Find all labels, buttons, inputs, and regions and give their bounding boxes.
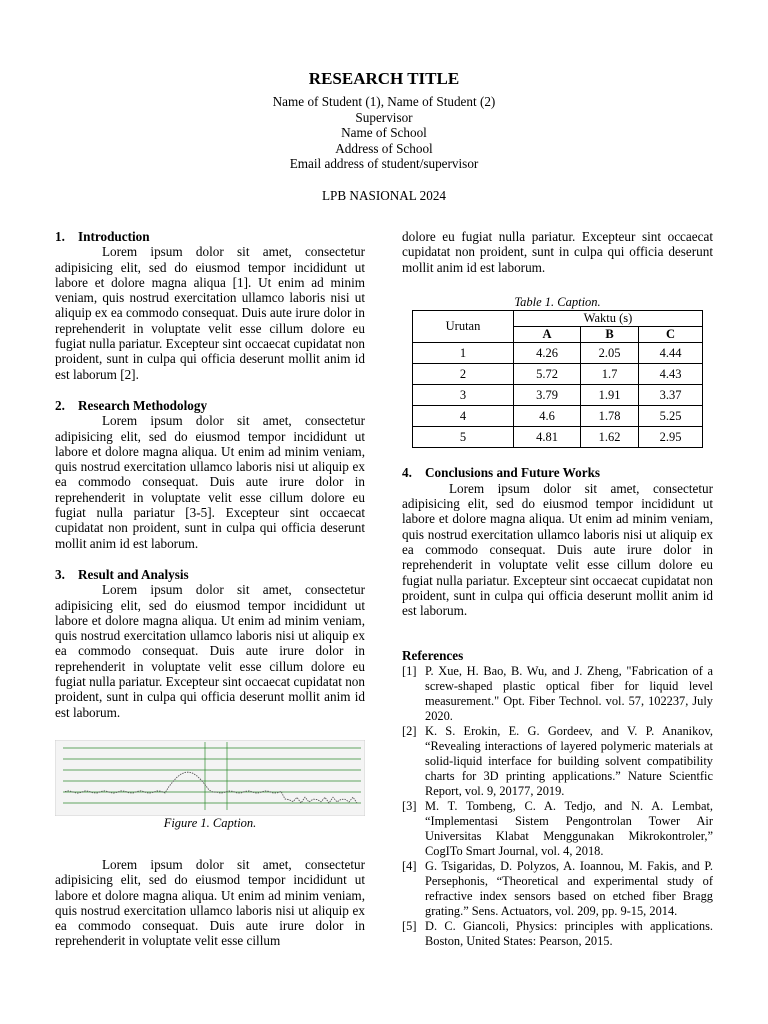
table-cell: 1 [413, 343, 514, 364]
table-cell: 1.91 [581, 385, 639, 406]
section-title: Research Methodology [78, 397, 208, 413]
table-cell: 1.78 [581, 406, 639, 427]
table-cell: 4.81 [514, 427, 581, 448]
section-heading-introduction [55, 229, 365, 244]
reference-text: G. Tsigaridas, D. Polyzos, A. Ioannou, M. Fakis, and P. Persephonis, “Theoretical and experimental study of refractive index sensors based on etched fiber Bragg grating.” Sens. Actuators, vol. 209, pp. 9-15, 2014. [425, 858, 713, 918]
figure-plot-image [55, 740, 365, 816]
conclusions-paragraph: Lorem ipsum dolor sit amet, consectetur adipisicing elit, sed do eiusmod tempor incididunt ut labore et dolore magna aliqua. Ut enim ad minim veniam, quis nostrud exercitation ullamco laboris nisi ut aliquip ex ea commodo consequat. Duis aute irure dolor in reprehenderit in voluptate velit esse cillum dolore eu fugiat nulla pariatur. Excepteur sint occaecat cupidatat non proident, sunt in culpa qui officia deserunt mollit anim id est laborum. [402, 480, 713, 619]
table-subheader-c: C [639, 327, 703, 343]
references-list [402, 664, 713, 949]
section-heading-conclusions [402, 465, 713, 480]
reference-item [402, 859, 713, 919]
paper-header [0, 68, 768, 204]
table-caption: Table 1. Caption. [514, 294, 601, 309]
school-name: Name of School [341, 125, 427, 140]
section-number: 3. [55, 566, 65, 582]
table-subheader-b: B [581, 327, 639, 343]
right-column [402, 229, 713, 949]
table-cell: 4 [413, 406, 514, 427]
table-cell: 3.37 [639, 385, 703, 406]
section-title: Conclusions and Future Works [425, 465, 601, 481]
section-heading-results [55, 567, 365, 582]
table-row [413, 406, 703, 427]
methodology-paragraph: Lorem ipsum dolor sit amet, consectetur adipisicing elit, sed do eiusmod tempor incididunt ut labore et dolore magna aliqua. Ut enim ad minim veniam, quis nostrud exercitation ullamco laboris nisi ut aliquip ex ea commodo consequat. Duis aute irure dolor in reprehenderit in voluptate velit esse cillum dolore eu fugiat nulla pariatur [3-5]. Excepteur sint occaecat cupidatat non proident, sunt in culpa qui officia deserunt mollit anim id est laborum. [55, 413, 365, 551]
table-cell: 3.79 [514, 385, 581, 406]
reference-number: [3] [402, 798, 417, 813]
reference-number: [2] [402, 723, 417, 738]
reference-number: [1] [402, 663, 417, 678]
table-cell: 5 [413, 427, 514, 448]
reference-text: P. Xue, H. Bao, B. Wu, and J. Zheng, "Fabrication of a screw-shaped plastic optical fiber for liquid level measurement." Opt. Fiber Technol. vol. 57, 102237, July 2020. [425, 663, 713, 723]
table-cell: 4.44 [639, 343, 703, 364]
paper-title: RESEARCH TITLE [308, 69, 460, 88]
table-cell: 2.05 [581, 343, 639, 364]
continued-paragraph: dolore eu fugiat nulla pariatur. Excepteur sint occaecat cupidatat non proident, sunt in culpa qui officia deserunt mollit anim id est laborum. [402, 229, 713, 275]
supervisor: Supervisor [355, 109, 413, 125]
table-cell: 2.95 [639, 427, 703, 448]
event-name: LPB NASIONAL 2024 [321, 187, 447, 203]
table-header-waktu: Waktu (s) [514, 310, 703, 326]
table-row [413, 364, 703, 385]
author-names: Name of Student (1), Name of Student (2) [272, 94, 496, 109]
school-address: Address of School [335, 140, 433, 156]
email-address: Email address of student/supervisor [289, 156, 479, 171]
table-cell: 4.6 [514, 406, 581, 427]
reference-text: K. S. Erokin, E. G. Gordeev, and V. P. Ananikov, “Revealing interactions of layered polymeric materials at solid-liquid interface for building solvent compatibility charts for 3D printing applications.” Nature Scientfic Report, vol. 9, 20177, 2019. [425, 723, 713, 798]
table-row [413, 343, 703, 364]
section-title: Result and Analysis [78, 566, 189, 582]
reference-item [402, 664, 713, 724]
table-cell: 4.26 [514, 343, 581, 364]
table-subheader-a: A [514, 327, 581, 343]
table-cell: 5.72 [514, 364, 581, 385]
reference-text: D. C. Giancoli, Physics: principles with applications. Boston, United States: Pearson, 2015. [425, 918, 713, 948]
figure-1 [55, 740, 365, 831]
table-cell: 4.43 [639, 364, 703, 385]
table-row [413, 385, 703, 406]
table-cell: 5.25 [639, 406, 703, 427]
introduction-paragraph: Lorem ipsum dolor sit amet, consectetur adipisicing elit, sed do eiusmod tempor incididunt ut labore et dolore magna aliqua [1]. Ut enim ad minim veniam, quis nostrud exercitation ullamco laboris nisi ut aliquip ex ea commodo consequat. Duis aute irure dolor in reprehenderit in voluptate velit esse cillum dolore eu fugiat nulla pariatur. Excepteur sint occaecat cupidatat non proident, sunt in culpa qui officia deserunt mollit anim id est laborum [2]. [55, 244, 365, 382]
references-heading: References [402, 648, 464, 664]
table-cell: 3 [413, 385, 514, 406]
figure-caption: Figure 1. Caption. [163, 815, 257, 830]
data-table [412, 310, 703, 449]
section-number: 2. [55, 397, 65, 413]
left-column [55, 229, 365, 949]
table-cell: 2 [413, 364, 514, 385]
table-row [413, 427, 703, 448]
reference-item [402, 724, 713, 799]
section-number: 1. [55, 229, 65, 244]
reference-item [402, 799, 713, 859]
reference-item [402, 919, 713, 949]
table-cell: 1.7 [581, 364, 639, 385]
section-number: 4. [402, 465, 412, 481]
table-header-urutan: Urutan [413, 310, 514, 343]
section-title: Introduction [78, 229, 150, 244]
reference-text: M. T. Tombeng, C. A. Tedjo, and N. A. Lembat, “Implementasi Sistem Pengontrolan Tower Air Universitas Klabat Menggunakan Mikrokontroler,” CogITo Smart Journal, vol. 4, 2018. [425, 798, 713, 858]
section-heading-methodology [55, 398, 365, 413]
table-cell: 1.62 [581, 427, 639, 448]
reference-number: [4] [402, 858, 417, 873]
post-figure-paragraph: Lorem ipsum dolor sit amet, consectetur adipisicing elit, sed do eiusmod tempor incididunt ut labore et dolore magna aliqua. Ut enim ad minim veniam, quis nostrud exercitation ullamco laboris nisi ut aliquip ex ea commodo consequat. Duis aute irure dolor in reprehenderit in voluptate velit esse cillum [55, 856, 365, 949]
reference-number: [5] [402, 918, 417, 933]
results-paragraph: Lorem ipsum dolor sit amet, consectetur adipisicing elit, sed do eiusmod tempor incididunt ut labore et dolore magna aliqua. Ut enim ad minim veniam, quis nostrud exercitation ullamco laboris nisi ut aliquip ex ea commodo consequat. Duis aute irure dolor in reprehenderit in voluptate velit esse cillum dolore eu fugiat nulla pariatur. Excepteur sint occaecat cupidatat non proident, sunt in culpa qui officia deserunt mollit anim id est laborum. [55, 582, 365, 720]
